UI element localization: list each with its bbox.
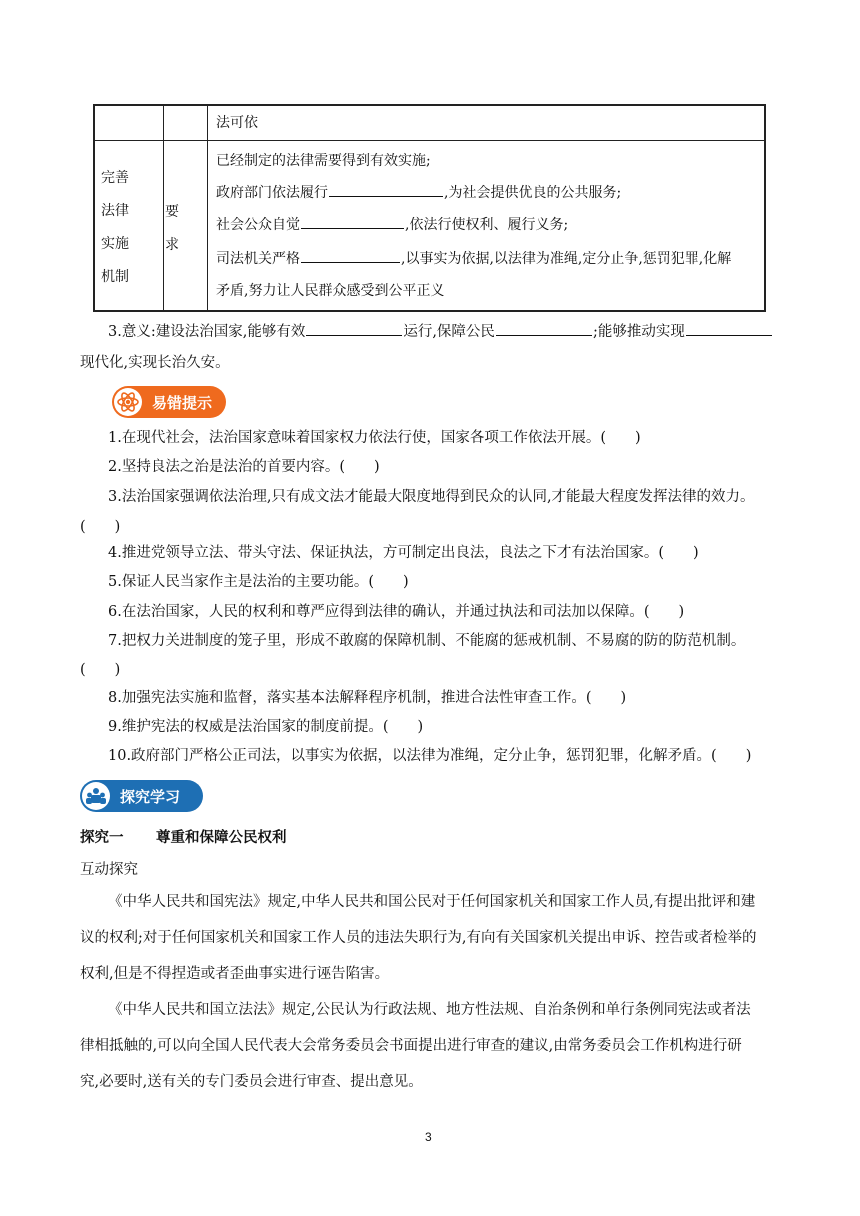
paragraph-line: 《中华人民共和国立法法》规定,公民认为行政法规、地方性法规、自治条例和单行条例同宪法或者法 (108, 1002, 751, 1018)
significance-line-2: 现代化,实现长治久安。 (80, 355, 230, 371)
tip-item: 5.保证人民当家作主是法治的主要功能。( ) (108, 574, 409, 590)
tip-item: 2.坚持良法之治是法治的首要内容。( ) (108, 459, 380, 475)
table-line-3 (216, 210, 568, 240)
table-row-divider (95, 140, 764, 141)
significance-line-1 (108, 320, 773, 341)
fill-blank[interactable] (329, 182, 443, 197)
tip-item-continuation: ( ) (80, 662, 121, 678)
table-sub-label: 要 求 (165, 204, 179, 253)
table-line-5: 矛盾,努力让人民群众感受到公平正义 (216, 283, 445, 299)
line-text: 运行,保障公民 (403, 324, 495, 340)
fill-blank[interactable] (301, 214, 404, 229)
fill-blank[interactable] (306, 321, 402, 336)
inquiry-subheading: 互动探究 (80, 862, 138, 878)
tip-item: 8.加强宪法实施和监督，落实基本法解释程序机制，推进合法性审查工作。( ) (108, 690, 627, 706)
inquiry-heading-number: 探究一 (80, 830, 124, 846)
table-line-1: 已经制定的法律需要得到有效实施; (216, 153, 431, 169)
table-col-divider (163, 106, 164, 310)
line-text: 3.意义:建设法治国家,能够有效 (108, 324, 306, 340)
tip-item-continuation: ( ) (80, 519, 121, 535)
paragraph-line: 议的权利;对于任何国家机关和国家工作人员的违法失职行为,有向有关国家机关提出申诉、控告或者检举的 (80, 930, 757, 946)
atom-icon (114, 388, 142, 416)
error-tips-badge (112, 386, 226, 418)
law-implementation-table (93, 104, 766, 312)
page-number: 3 (425, 1130, 432, 1144)
table-line-4 (216, 244, 731, 274)
tip-item: 7.把权力关进制度的笼子里，形成不敢腐的保障机制、不能腐的惩戒机制、不易腐的防的防范机制。 (108, 633, 746, 649)
paragraph-line: 《中华人民共和国宪法》规定,中华人民共和国公民对于任何国家机关和国家工作人员,有提出批评和建 (108, 894, 756, 910)
table-col-divider (207, 106, 208, 310)
line-text: ;能够推动实现 (592, 324, 685, 340)
tip-item: 3.法治国家强调依法治理,只有成文法才能最大限度地得到民众的认同,才能最大程度发挥法律的效力。 (108, 489, 755, 505)
line-text: 政府部门依法履行 (216, 185, 328, 201)
line-text: ,依法行使权利、履行义务; (405, 217, 569, 233)
line-text: ,为社会提供优良的公共服务; (444, 185, 622, 201)
tip-item: 4.推进党领导立法、带头守法、保证执法，方可制定出良法，良法之下才有法治国家。( ) (108, 545, 699, 561)
table-top-row-text: 法可依 (216, 115, 258, 131)
fill-blank[interactable] (496, 321, 592, 336)
tip-item: 1.在现代社会，法治国家意味着国家权力依法行使，国家各项工作依法开展。( ) (108, 430, 641, 446)
table-row-label: 完善 法律 实施 机制 (101, 170, 129, 285)
badge-label: 探究学习 (120, 788, 181, 806)
tip-item: 6.在法治国家，人民的权利和尊严应得到法律的确认，并通过执法和司法加以保障。( ) (108, 604, 685, 620)
table-line-2 (216, 178, 621, 208)
tip-item: 9.维护宪法的权威是法治国家的制度前提。( ) (108, 719, 424, 735)
group-icon (82, 782, 110, 810)
paragraph-line: 律相抵触的,可以向全国人民代表大会常务委员会书面提出进行审查的建议,由常务委员会工作机构进行研 (80, 1038, 742, 1054)
line-text: 司法机关严格 (216, 251, 300, 267)
fill-blank[interactable] (686, 321, 772, 336)
badge-label: 易错提示 (152, 394, 213, 412)
line-text: 社会公众自觉 (216, 217, 300, 233)
inquiry-study-badge (80, 780, 203, 812)
fill-blank[interactable] (301, 248, 400, 263)
paragraph-line: 权利,但是不得捏造或者歪曲事实进行诬告陷害。 (80, 966, 390, 982)
paragraph-line: 究,必要时,送有关的专门委员会进行审查、提出意见。 (80, 1074, 423, 1090)
tip-item: 10.政府部门严格公正司法，以事实为依据，以法律为准绳，定分止争，惩罚犯罪，化解矛盾。( ) (108, 748, 752, 764)
inquiry-heading-title: 尊重和保障公民权利 (156, 830, 287, 846)
line-text: ,以事实为依据,以法律为准绳,定分止争,惩罚犯罪,化解 (401, 251, 732, 267)
